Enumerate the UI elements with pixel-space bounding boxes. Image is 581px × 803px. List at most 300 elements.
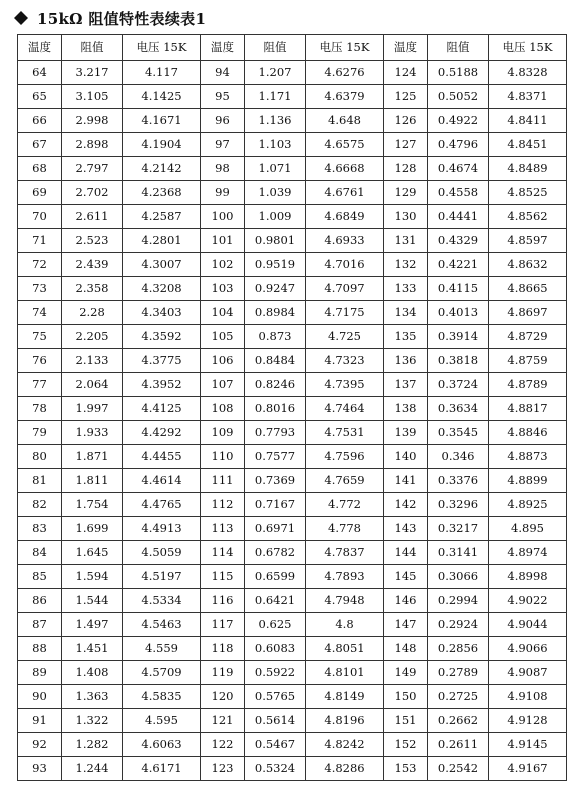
cell-resistance: 0.6421 [245, 589, 306, 613]
cell-temperature: 88 [18, 637, 62, 661]
cell-resistance: 0.3376 [428, 469, 489, 493]
cell-resistance: 0.6782 [245, 541, 306, 565]
cell-resistance: 1.754 [62, 493, 123, 517]
cell-voltage: 4.9066 [489, 637, 567, 661]
cell-voltage: 4.8051 [306, 637, 384, 661]
cell-voltage: 4.2142 [123, 157, 201, 181]
cell-temperature: 141 [384, 469, 428, 493]
cell-resistance: 0.4115 [428, 277, 489, 301]
column-header-voltage: 电压 15K [489, 35, 567, 61]
cell-temperature: 77 [18, 373, 62, 397]
table-row [18, 661, 567, 685]
cell-temperature: 108 [201, 397, 245, 421]
cell-resistance: 0.2611 [428, 733, 489, 757]
cell-temperature: 102 [201, 253, 245, 277]
column-header-temperature: 温度 [384, 35, 428, 61]
table-row [18, 229, 567, 253]
cell-temperature: 132 [384, 253, 428, 277]
cell-voltage: 4.8846 [489, 421, 567, 445]
cell-temperature: 117 [201, 613, 245, 637]
cell-voltage: 4.117 [123, 61, 201, 85]
cell-voltage: 4.8 [306, 613, 384, 637]
cell-temperature: 99 [201, 181, 245, 205]
cell-temperature: 126 [384, 109, 428, 133]
table-row [18, 589, 567, 613]
cell-temperature: 131 [384, 229, 428, 253]
cell-resistance: 1.699 [62, 517, 123, 541]
cell-voltage: 4.7175 [306, 301, 384, 325]
cell-voltage: 4.8451 [489, 133, 567, 157]
column-header-resistance: 阻值 [245, 35, 306, 61]
cell-temperature: 143 [384, 517, 428, 541]
cell-resistance: 1.544 [62, 589, 123, 613]
cell-resistance: 1.207 [245, 61, 306, 85]
cell-temperature: 112 [201, 493, 245, 517]
cell-voltage: 4.8789 [489, 373, 567, 397]
cell-voltage: 4.7395 [306, 373, 384, 397]
cell-temperature: 92 [18, 733, 62, 757]
cell-voltage: 4.5835 [123, 685, 201, 709]
cell-resistance: 0.4329 [428, 229, 489, 253]
cell-resistance: 2.439 [62, 253, 123, 277]
cell-voltage: 4.9128 [489, 709, 567, 733]
cell-resistance: 1.009 [245, 205, 306, 229]
cell-resistance: 0.2725 [428, 685, 489, 709]
cell-voltage: 4.7531 [306, 421, 384, 445]
cell-temperature: 87 [18, 613, 62, 637]
cell-temperature: 66 [18, 109, 62, 133]
cell-resistance: 0.4674 [428, 157, 489, 181]
cell-voltage: 4.7837 [306, 541, 384, 565]
cell-temperature: 152 [384, 733, 428, 757]
cell-temperature: 113 [201, 517, 245, 541]
table-row [18, 757, 567, 781]
table-row [18, 469, 567, 493]
cell-voltage: 4.6276 [306, 61, 384, 85]
cell-voltage: 4.778 [306, 517, 384, 541]
table-row [18, 157, 567, 181]
cell-resistance: 0.8484 [245, 349, 306, 373]
cell-voltage: 4.9145 [489, 733, 567, 757]
cell-voltage: 4.8632 [489, 253, 567, 277]
cell-voltage: 4.8974 [489, 541, 567, 565]
cell-resistance: 0.3818 [428, 349, 489, 373]
cell-temperature: 149 [384, 661, 428, 685]
table-row [18, 541, 567, 565]
cell-temperature: 147 [384, 613, 428, 637]
cell-voltage: 4.4765 [123, 493, 201, 517]
cell-resistance: 2.064 [62, 373, 123, 397]
cell-temperature: 107 [201, 373, 245, 397]
cell-voltage: 4.8925 [489, 493, 567, 517]
cell-voltage: 4.8665 [489, 277, 567, 301]
cell-voltage: 4.8697 [489, 301, 567, 325]
table-row [18, 325, 567, 349]
cell-resistance: 0.4796 [428, 133, 489, 157]
table-body [18, 61, 567, 781]
cell-voltage: 4.559 [123, 637, 201, 661]
cell-voltage: 4.3208 [123, 277, 201, 301]
cell-temperature: 106 [201, 349, 245, 373]
cell-resistance: 0.5188 [428, 61, 489, 85]
cell-voltage: 4.6761 [306, 181, 384, 205]
cell-resistance: 0.6599 [245, 565, 306, 589]
cell-temperature: 75 [18, 325, 62, 349]
cell-voltage: 4.8328 [489, 61, 567, 85]
cell-temperature: 72 [18, 253, 62, 277]
cell-resistance: 0.4922 [428, 109, 489, 133]
cell-temperature: 122 [201, 733, 245, 757]
table-row [18, 205, 567, 229]
cell-temperature: 146 [384, 589, 428, 613]
cell-resistance: 2.133 [62, 349, 123, 373]
table-row [18, 397, 567, 421]
cell-resistance: 0.4013 [428, 301, 489, 325]
cell-voltage: 4.8597 [489, 229, 567, 253]
cell-voltage: 4.5059 [123, 541, 201, 565]
cell-resistance: 3.105 [62, 85, 123, 109]
cell-resistance: 1.594 [62, 565, 123, 589]
cell-voltage: 4.2587 [123, 205, 201, 229]
cell-temperature: 138 [384, 397, 428, 421]
cell-resistance: 0.4221 [428, 253, 489, 277]
column-header-resistance: 阻值 [428, 35, 489, 61]
cell-temperature: 69 [18, 181, 62, 205]
cell-temperature: 94 [201, 61, 245, 85]
cell-temperature: 98 [201, 157, 245, 181]
cell-resistance: 1.071 [245, 157, 306, 181]
cell-temperature: 89 [18, 661, 62, 685]
table-row [18, 61, 567, 85]
cell-temperature: 135 [384, 325, 428, 349]
cell-temperature: 78 [18, 397, 62, 421]
cell-resistance: 0.7577 [245, 445, 306, 469]
cell-temperature: 109 [201, 421, 245, 445]
cell-temperature: 130 [384, 205, 428, 229]
cell-voltage: 4.8562 [489, 205, 567, 229]
cell-voltage: 4.6575 [306, 133, 384, 157]
cell-voltage: 4.5197 [123, 565, 201, 589]
cell-resistance: 0.3634 [428, 397, 489, 421]
cell-resistance: 1.322 [62, 709, 123, 733]
cell-resistance: 0.7793 [245, 421, 306, 445]
cell-resistance: 1.997 [62, 397, 123, 421]
cell-resistance: 1.171 [245, 85, 306, 109]
table-row [18, 517, 567, 541]
page-title: 15kΩ 阻值特性表续表1 [37, 9, 207, 28]
cell-temperature: 111 [201, 469, 245, 493]
cell-temperature: 86 [18, 589, 62, 613]
cell-resistance: 0.5922 [245, 661, 306, 685]
cell-resistance: 0.8984 [245, 301, 306, 325]
cell-resistance: 1.645 [62, 541, 123, 565]
cell-resistance: 1.871 [62, 445, 123, 469]
cell-temperature: 151 [384, 709, 428, 733]
cell-voltage: 4.7323 [306, 349, 384, 373]
cell-resistance: 0.5467 [245, 733, 306, 757]
cell-temperature: 71 [18, 229, 62, 253]
table-row [18, 565, 567, 589]
cell-resistance: 0.3066 [428, 565, 489, 589]
cell-temperature: 104 [201, 301, 245, 325]
cell-resistance: 0.3914 [428, 325, 489, 349]
cell-temperature: 74 [18, 301, 62, 325]
cell-resistance: 0.5614 [245, 709, 306, 733]
cell-resistance: 0.8246 [245, 373, 306, 397]
cell-voltage: 4.8489 [489, 157, 567, 181]
cell-voltage: 4.595 [123, 709, 201, 733]
cell-resistance: 0.873 [245, 325, 306, 349]
cell-temperature: 127 [384, 133, 428, 157]
table-row [18, 349, 567, 373]
cell-temperature: 118 [201, 637, 245, 661]
cell-temperature: 115 [201, 565, 245, 589]
cell-voltage: 4.8286 [306, 757, 384, 781]
cell-voltage: 4.6668 [306, 157, 384, 181]
table-row [18, 181, 567, 205]
table-row [18, 637, 567, 661]
cell-voltage: 4.7948 [306, 589, 384, 613]
cell-voltage: 4.8371 [489, 85, 567, 109]
cell-resistance: 0.7167 [245, 493, 306, 517]
cell-temperature: 67 [18, 133, 62, 157]
cell-resistance: 1.282 [62, 733, 123, 757]
cell-voltage: 4.8196 [306, 709, 384, 733]
table-row [18, 277, 567, 301]
cell-voltage: 4.7464 [306, 397, 384, 421]
cell-voltage: 4.7893 [306, 565, 384, 589]
cell-temperature: 124 [384, 61, 428, 85]
cell-voltage: 4.3592 [123, 325, 201, 349]
cell-temperature: 145 [384, 565, 428, 589]
cell-temperature: 70 [18, 205, 62, 229]
cell-voltage: 4.8817 [489, 397, 567, 421]
cell-voltage: 4.772 [306, 493, 384, 517]
cell-voltage: 4.6379 [306, 85, 384, 109]
cell-voltage: 4.1671 [123, 109, 201, 133]
cell-resistance: 0.3217 [428, 517, 489, 541]
cell-temperature: 136 [384, 349, 428, 373]
cell-voltage: 4.9087 [489, 661, 567, 685]
cell-temperature: 95 [201, 85, 245, 109]
cell-temperature: 103 [201, 277, 245, 301]
table-row [18, 109, 567, 133]
cell-temperature: 64 [18, 61, 62, 85]
table-row [18, 733, 567, 757]
cell-voltage: 4.8411 [489, 109, 567, 133]
cell-voltage: 4.8149 [306, 685, 384, 709]
cell-resistance: 0.346 [428, 445, 489, 469]
cell-resistance: 0.2994 [428, 589, 489, 613]
cell-temperature: 148 [384, 637, 428, 661]
cell-temperature: 120 [201, 685, 245, 709]
cell-resistance: 1.497 [62, 613, 123, 637]
cell-resistance: 0.2789 [428, 661, 489, 685]
cell-temperature: 83 [18, 517, 62, 541]
cell-voltage: 4.3403 [123, 301, 201, 325]
cell-resistance: 2.28 [62, 301, 123, 325]
cell-resistance: 2.898 [62, 133, 123, 157]
cell-voltage: 4.6063 [123, 733, 201, 757]
cell-voltage: 4.9108 [489, 685, 567, 709]
cell-resistance: 0.3296 [428, 493, 489, 517]
cell-voltage: 4.1425 [123, 85, 201, 109]
cell-temperature: 150 [384, 685, 428, 709]
cell-resistance: 0.3724 [428, 373, 489, 397]
cell-temperature: 81 [18, 469, 62, 493]
cell-voltage: 4.7097 [306, 277, 384, 301]
table-row [18, 373, 567, 397]
cell-temperature: 144 [384, 541, 428, 565]
cell-temperature: 91 [18, 709, 62, 733]
cell-resistance: 2.702 [62, 181, 123, 205]
cell-voltage: 4.8525 [489, 181, 567, 205]
cell-temperature: 97 [201, 133, 245, 157]
cell-resistance: 0.2856 [428, 637, 489, 661]
cell-resistance: 0.8016 [245, 397, 306, 421]
cell-temperature: 137 [384, 373, 428, 397]
cell-voltage: 4.9044 [489, 613, 567, 637]
cell-temperature: 116 [201, 589, 245, 613]
cell-resistance: 1.363 [62, 685, 123, 709]
table-row [18, 301, 567, 325]
cell-temperature: 96 [201, 109, 245, 133]
cell-resistance: 0.9801 [245, 229, 306, 253]
cell-resistance: 2.205 [62, 325, 123, 349]
cell-voltage: 4.8873 [489, 445, 567, 469]
cell-resistance: 0.9247 [245, 277, 306, 301]
cell-temperature: 119 [201, 661, 245, 685]
cell-voltage: 4.4292 [123, 421, 201, 445]
cell-resistance: 1.103 [245, 133, 306, 157]
cell-voltage: 4.895 [489, 517, 567, 541]
cell-temperature: 142 [384, 493, 428, 517]
table-header-row [18, 35, 567, 61]
cell-resistance: 2.797 [62, 157, 123, 181]
cell-temperature: 128 [384, 157, 428, 181]
cell-resistance: 0.2662 [428, 709, 489, 733]
cell-resistance: 1.408 [62, 661, 123, 685]
cell-voltage: 4.3775 [123, 349, 201, 373]
table-row [18, 133, 567, 157]
cell-resistance: 0.3545 [428, 421, 489, 445]
cell-temperature: 82 [18, 493, 62, 517]
table-row [18, 493, 567, 517]
column-header-voltage: 电压 15K [123, 35, 201, 61]
cell-temperature: 140 [384, 445, 428, 469]
table-row [18, 685, 567, 709]
cell-resistance: 0.625 [245, 613, 306, 637]
cell-resistance: 2.998 [62, 109, 123, 133]
cell-temperature: 84 [18, 541, 62, 565]
cell-resistance: 0.6971 [245, 517, 306, 541]
cell-voltage: 4.8101 [306, 661, 384, 685]
cell-resistance: 0.6083 [245, 637, 306, 661]
cell-temperature: 134 [384, 301, 428, 325]
cell-voltage: 4.7596 [306, 445, 384, 469]
cell-voltage: 4.2368 [123, 181, 201, 205]
cell-temperature: 65 [18, 85, 62, 109]
cell-resistance: 0.2924 [428, 613, 489, 637]
cell-voltage: 4.6171 [123, 757, 201, 781]
cell-temperature: 139 [384, 421, 428, 445]
cell-voltage: 4.648 [306, 109, 384, 133]
cell-voltage: 4.8998 [489, 565, 567, 589]
table-row [18, 709, 567, 733]
cell-voltage: 4.7659 [306, 469, 384, 493]
cell-voltage: 4.9167 [489, 757, 567, 781]
cell-voltage: 4.3007 [123, 253, 201, 277]
cell-voltage: 4.1904 [123, 133, 201, 157]
column-header-temperature: 温度 [201, 35, 245, 61]
table-row [18, 613, 567, 637]
cell-voltage: 4.5463 [123, 613, 201, 637]
cell-voltage: 4.8729 [489, 325, 567, 349]
cell-voltage: 4.5709 [123, 661, 201, 685]
cell-resistance: 0.4441 [428, 205, 489, 229]
cell-temperature: 123 [201, 757, 245, 781]
resistance-table [17, 34, 567, 781]
cell-temperature: 76 [18, 349, 62, 373]
cell-resistance: 1.451 [62, 637, 123, 661]
cell-temperature: 153 [384, 757, 428, 781]
cell-resistance: 0.7369 [245, 469, 306, 493]
cell-voltage: 4.725 [306, 325, 384, 349]
cell-temperature: 100 [201, 205, 245, 229]
cell-voltage: 4.4125 [123, 397, 201, 421]
cell-voltage: 4.4455 [123, 445, 201, 469]
cell-temperature: 105 [201, 325, 245, 349]
cell-resistance: 0.5324 [245, 757, 306, 781]
cell-resistance: 0.5765 [245, 685, 306, 709]
cell-temperature: 79 [18, 421, 62, 445]
cell-temperature: 129 [384, 181, 428, 205]
table-title-bar [13, 6, 206, 30]
cell-temperature: 85 [18, 565, 62, 589]
cell-temperature: 110 [201, 445, 245, 469]
table-row [18, 85, 567, 109]
cell-voltage: 4.9022 [489, 589, 567, 613]
cell-resistance: 1.136 [245, 109, 306, 133]
cell-resistance: 1.933 [62, 421, 123, 445]
cell-temperature: 68 [18, 157, 62, 181]
cell-resistance: 1.811 [62, 469, 123, 493]
cell-resistance: 0.5052 [428, 85, 489, 109]
cell-temperature: 125 [384, 85, 428, 109]
cell-voltage: 4.6933 [306, 229, 384, 253]
cell-temperature: 133 [384, 277, 428, 301]
column-header-temperature: 温度 [18, 35, 62, 61]
column-header-voltage: 电压 15K [306, 35, 384, 61]
cell-temperature: 121 [201, 709, 245, 733]
cell-temperature: 101 [201, 229, 245, 253]
cell-voltage: 4.7016 [306, 253, 384, 277]
table-row [18, 253, 567, 277]
cell-voltage: 4.8242 [306, 733, 384, 757]
cell-resistance: 2.523 [62, 229, 123, 253]
cell-resistance: 0.4558 [428, 181, 489, 205]
cell-voltage: 4.2801 [123, 229, 201, 253]
cell-resistance: 1.039 [245, 181, 306, 205]
cell-resistance: 1.244 [62, 757, 123, 781]
column-header-resistance: 阻值 [62, 35, 123, 61]
cell-temperature: 80 [18, 445, 62, 469]
cell-voltage: 4.5334 [123, 589, 201, 613]
table-row [18, 421, 567, 445]
cell-resistance: 2.611 [62, 205, 123, 229]
cell-voltage: 4.8899 [489, 469, 567, 493]
diamond-bullet-icon [13, 10, 29, 26]
